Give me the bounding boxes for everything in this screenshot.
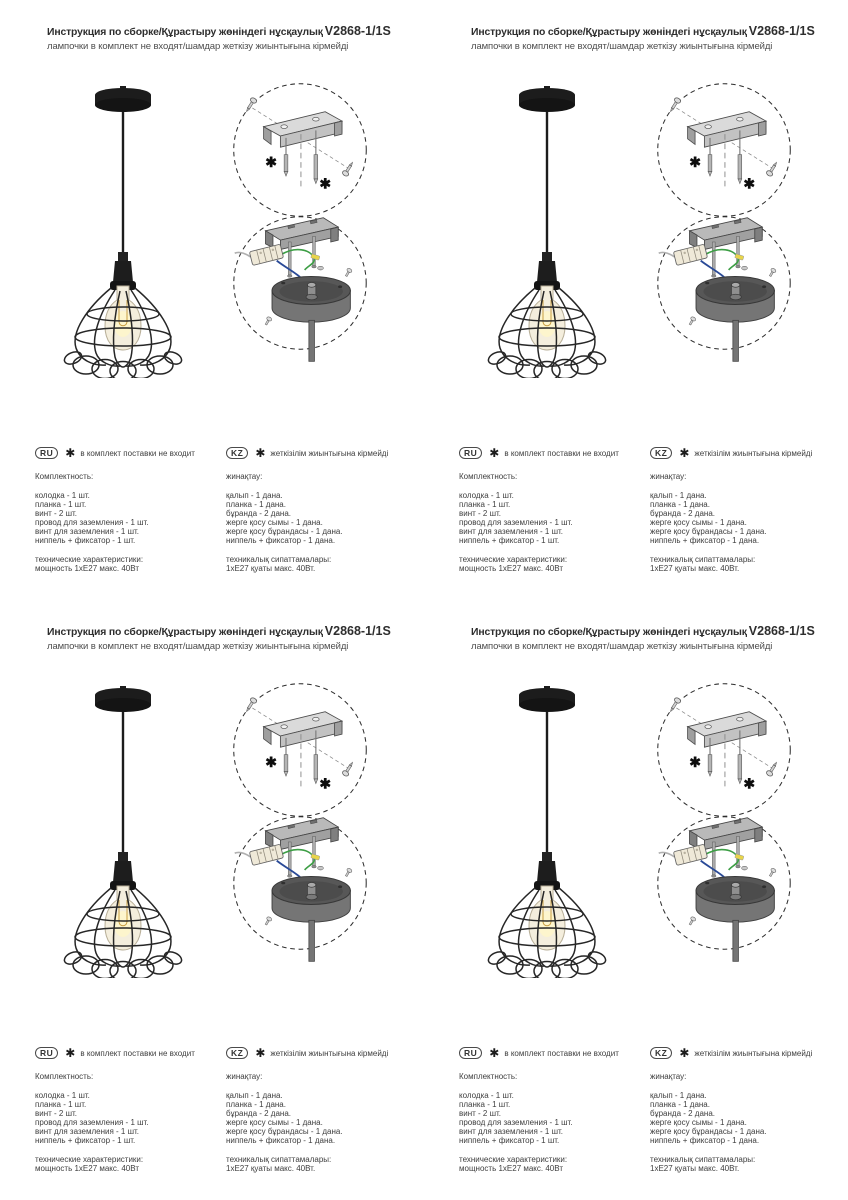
cage-bottom-petals — [487, 350, 607, 378]
list-item: жерге қосу бұрандасы - 1 дана. — [650, 1127, 767, 1136]
small-screw-icon — [768, 868, 777, 878]
asterisk-label: ✱ — [319, 775, 332, 792]
ru-parts-list — [459, 1091, 650, 1145]
detail-diagrams-column — [200, 80, 400, 378]
kz-specs-heading: техникалық сипаттамалары: — [650, 1155, 756, 1164]
list-item: жерге қосу сымы - 1 дана. — [650, 518, 747, 527]
ru-country-badge: RU — [35, 1047, 58, 1059]
kz-specs-value: 1хЕ27 қуаты макс. 40Вт. — [650, 564, 740, 573]
list-item: жерге қосу сымы - 1 дана. — [650, 1118, 747, 1127]
kz-specs-value: 1хЕ27 қуаты макс. 40Вт. — [226, 564, 316, 573]
mounting-bracket — [264, 112, 342, 147]
instruction-panel — [424, 0, 848, 600]
asterisk-label: ✱ — [265, 153, 277, 170]
list-item: винт для заземления - 1 шт. — [459, 1127, 564, 1136]
bracket-mounting-diagram — [230, 80, 370, 220]
wall-screw-icon — [766, 161, 780, 178]
mounting-bracket — [689, 818, 762, 850]
pendant-lamp-figure — [487, 686, 607, 978]
ceiling-cup — [696, 876, 774, 961]
nut-icon — [742, 266, 748, 270]
ceiling-cup — [272, 276, 350, 361]
asterisk-icon: ✱ — [679, 1046, 690, 1060]
list-item: ниппель + фиксатор - 1 дана. — [226, 1136, 336, 1145]
ru-specs-heading: технические характеристики: — [35, 1155, 144, 1164]
kz-contents-heading: жинақтау: — [226, 1072, 263, 1081]
ground-terminal-tag — [311, 254, 320, 261]
list-item: ниппель + фиксатор - 1 шт. — [35, 1136, 136, 1145]
asterisk-label: ✱ — [319, 175, 332, 192]
bracket-mounting-diagram — [654, 680, 794, 820]
list-item: винт - 2 шт. — [459, 509, 501, 518]
wall-screw-icon — [668, 97, 682, 114]
ceiling-cup — [272, 876, 350, 961]
kz-section — [650, 1046, 840, 1173]
ru-section — [459, 446, 650, 573]
ru-section — [35, 1046, 226, 1173]
panel-subtitle: лампочки в комплект не входят/шамдар жеткізу жиынтығына кірмейді — [471, 41, 773, 52]
list-item: винт - 2 шт. — [35, 1109, 77, 1118]
ru-specs-value: мощность 1хЕ27 макс. 40Вт — [35, 1164, 139, 1173]
model-number: V2868-1/1S — [324, 624, 391, 638]
kz-country-badge: KZ — [226, 447, 248, 459]
kz-contents-heading: жинақтау: — [650, 472, 687, 481]
kz-parts-list — [650, 491, 840, 545]
lamp-illustration-area — [30, 80, 200, 378]
list-item: ниппель + фиксатор - 1 шт. — [459, 536, 560, 545]
model-number: V2868-1/1S — [748, 24, 815, 38]
kz-specs-heading: техникалық сипаттамалары: — [226, 555, 332, 564]
detail-circle-outline — [658, 84, 791, 217]
asterisk-label: ✱ — [743, 775, 756, 792]
edison-bulb — [529, 886, 565, 950]
asterisk-icon: ✱ — [489, 446, 500, 460]
list-item: планка - 1 шт. — [459, 500, 511, 509]
lamp-socket — [110, 852, 136, 890]
wall-screw-icon — [668, 697, 682, 714]
wall-screw-icon — [342, 761, 356, 778]
list-item: винт для заземления - 1 шт. — [35, 1127, 140, 1136]
bracket-mounting-diagram — [230, 680, 370, 820]
asterisk-label: ✱ — [265, 753, 277, 770]
panel-subtitle: лампочки в комплект не входят/шамдар жеткізу жиынтығына кірмейді — [47, 641, 349, 652]
list-item: ниппель + фиксатор - 1 дана. — [650, 1136, 760, 1145]
kz-country-badge: KZ — [226, 1047, 248, 1059]
list-item: провод для заземления - 1 шт. — [35, 1118, 149, 1127]
cage-bottom-petals — [63, 950, 183, 978]
asterisk-icon: ✱ — [65, 1046, 76, 1060]
kz-not-included-note: жеткізілім жиынтығына кірмейді — [270, 1048, 389, 1058]
figure-row — [30, 680, 416, 978]
detail-diagrams-column — [624, 80, 824, 378]
kz-parts-list — [226, 1091, 416, 1145]
ru-contents-heading: Комплектность: — [459, 472, 518, 481]
list-item: қалып - 1 дана. — [650, 1091, 707, 1100]
ground-terminal-tag — [311, 854, 320, 861]
kz-parts-list — [650, 1091, 840, 1145]
cup-stem — [733, 920, 739, 961]
kz-badge-row — [650, 1046, 840, 1060]
kz-not-included-note: жеткізілім жиынтығына кірмейді — [270, 448, 389, 458]
ru-parts-list — [35, 491, 226, 545]
ru-not-included-note: в комплект поставки не входит — [80, 1048, 195, 1058]
lamp-illustration-area — [454, 680, 624, 978]
kz-country-badge: KZ — [650, 1047, 672, 1059]
asterisk-label: ✱ — [689, 153, 701, 170]
kz-section — [650, 446, 840, 573]
pendant-lamp-figure — [63, 686, 183, 978]
detail-circle-outline — [234, 84, 367, 217]
ru-badge-row — [35, 446, 226, 460]
panel-header — [454, 625, 840, 653]
list-item: қалып - 1 дана. — [650, 491, 707, 500]
kz-section — [226, 446, 416, 573]
detail-diagrams-column — [624, 680, 824, 978]
ru-specs-value: мощность 1хЕ27 макс. 40Вт — [459, 564, 563, 573]
ru-section — [35, 446, 226, 573]
ru-contents-heading: Комплектность: — [459, 1072, 518, 1081]
ru-contents-heading: Комплектность: — [35, 1072, 94, 1081]
kz-badge-row — [650, 446, 840, 460]
ru-parts-list — [459, 491, 650, 545]
ceiling-canopy — [519, 86, 575, 112]
panel-header — [30, 625, 416, 653]
title-text: Инструкция по сборке/Құрастыру жөніндегі нұсқаулық — [47, 27, 323, 38]
list-item: жерге қосу сымы - 1 дана. — [226, 1118, 323, 1127]
kz-not-included-note: жеткізілім жиынтығына кірмейді — [694, 1048, 813, 1058]
kz-contents-heading: жинақтау: — [226, 472, 263, 481]
ru-badge-row — [459, 446, 650, 460]
pendant-lamp-figure — [63, 86, 183, 378]
small-screw-icon — [768, 268, 777, 278]
detail-circle-outline — [658, 684, 791, 817]
mounting-bracket — [688, 712, 766, 747]
ground-terminal-tag — [735, 254, 744, 261]
ru-country-badge: RU — [459, 1047, 482, 1059]
list-item: винт для заземления - 1 шт. — [459, 527, 564, 536]
mounting-bracket — [265, 818, 338, 850]
mains-wire — [659, 852, 675, 856]
nut-icon — [742, 866, 748, 870]
mains-wire — [659, 252, 675, 256]
figure-row — [454, 680, 840, 978]
bracket-mounting-diagram — [654, 80, 794, 220]
cup-stem — [309, 920, 315, 961]
list-item: винт - 2 шт. — [459, 1109, 501, 1118]
ru-badge-row — [35, 1046, 226, 1060]
mounting-bracket — [688, 112, 766, 147]
title-text: Инструкция по сборке/Құрастыру жөніндегі нұсқаулық — [471, 627, 747, 638]
page-title — [471, 25, 840, 39]
cage-bottom-petals — [487, 950, 607, 978]
list-item: колодка - 1 шт. — [35, 1091, 90, 1100]
ru-specs-value: мощность 1хЕ27 макс. 40Вт — [35, 564, 139, 573]
list-item: ниппель + фиксатор - 1 дана. — [650, 536, 760, 545]
cage-bottom-petals — [63, 350, 183, 378]
list-item: ниппель + фиксатор - 1 шт. — [35, 536, 136, 545]
small-screw-icon — [264, 916, 273, 926]
ru-specs-heading: технические характеристики: — [35, 555, 144, 564]
canopy-wiring-diagram — [230, 214, 370, 366]
ru-contents-heading: Комплектность: — [35, 472, 94, 481]
page-title — [47, 25, 416, 39]
list-item: жерге қосу бұрандасы - 1 дана. — [226, 527, 343, 536]
kz-not-included-note: жеткізілім жиынтығына кірмейді — [694, 448, 813, 458]
kz-specs-heading: техникалық сипаттамалары: — [226, 1155, 332, 1164]
kz-country-badge: KZ — [650, 447, 672, 459]
parts-info-row — [454, 1046, 840, 1173]
ceiling-canopy — [95, 686, 151, 712]
mains-wire — [235, 852, 251, 856]
mounting-bracket — [265, 218, 338, 250]
asterisk-label: ✱ — [743, 175, 756, 192]
canopy-wiring-diagram — [230, 814, 370, 966]
lamp-socket — [110, 252, 136, 290]
nut-icon — [318, 866, 324, 870]
list-item: планка - 1 дана. — [226, 500, 286, 509]
list-item: жерге қосу бұрандасы - 1 дана. — [650, 527, 767, 536]
page-title — [47, 625, 416, 639]
small-screw-icon — [344, 868, 353, 878]
asterisk-label: ✱ — [689, 753, 701, 770]
panel-header — [30, 25, 416, 53]
instruction-panel — [0, 600, 424, 1200]
wall-screw-icon — [244, 97, 258, 114]
list-item: колодка - 1 шт. — [459, 1091, 514, 1100]
lamp-illustration-area — [454, 80, 624, 378]
kz-section — [226, 1046, 416, 1173]
list-item: планка - 1 шт. — [459, 1100, 511, 1109]
canopy-wiring-diagram — [654, 214, 794, 366]
list-item: провод для заземления - 1 шт. — [459, 518, 573, 527]
instruction-panel — [0, 0, 424, 600]
ceiling-cup — [696, 276, 774, 361]
list-item: провод для заземления - 1 шт. — [459, 1118, 573, 1127]
list-item: бұранда - 2 дана. — [650, 1109, 716, 1118]
list-item: планка - 1 дана. — [650, 500, 710, 509]
cup-stem — [309, 320, 315, 361]
list-item: планка - 1 шт. — [35, 500, 87, 509]
list-item: планка - 1 дана. — [226, 1100, 286, 1109]
small-screw-icon — [344, 268, 353, 278]
list-item: колодка - 1 шт. — [459, 491, 514, 500]
asterisk-icon: ✱ — [679, 446, 690, 460]
figure-row — [454, 80, 840, 378]
kz-badge-row — [226, 1046, 416, 1060]
list-item: бұранда - 2 дана. — [226, 1109, 292, 1118]
kz-specs-heading: техникалық сипаттамалары: — [650, 555, 756, 564]
kz-contents-heading: жинақтау: — [650, 1072, 687, 1081]
detail-diagrams-column — [200, 680, 400, 978]
asterisk-icon: ✱ — [255, 1046, 266, 1060]
ru-country-badge: RU — [35, 447, 58, 459]
nut-icon — [318, 266, 324, 270]
list-item: планка - 1 шт. — [35, 1100, 87, 1109]
ru-specs-heading: технические характеристики: — [459, 555, 568, 564]
parts-info-row — [30, 1046, 416, 1173]
list-item: планка - 1 дана. — [650, 1100, 710, 1109]
cup-stem — [733, 320, 739, 361]
list-item: бұранда - 2 дана. — [650, 509, 716, 518]
list-item: винт для заземления - 1 шт. — [35, 527, 140, 536]
ceiling-canopy — [519, 686, 575, 712]
title-text: Инструкция по сборке/Құрастыру жөніндегі нұсқаулық — [471, 27, 747, 38]
lamp-socket — [534, 252, 560, 290]
edison-bulb — [105, 886, 141, 950]
ru-not-included-note: в комплект поставки не входит — [504, 1048, 619, 1058]
model-number: V2868-1/1S — [748, 624, 815, 638]
model-number: V2868-1/1S — [324, 24, 391, 38]
canopy-wiring-diagram — [654, 814, 794, 966]
edison-bulb — [105, 286, 141, 350]
list-item: бұранда - 2 дана. — [226, 509, 292, 518]
list-item: ниппель + фиксатор - 1 шт. — [459, 1136, 560, 1145]
ru-specs-heading: технические характеристики: — [459, 1155, 568, 1164]
mounting-bracket — [689, 218, 762, 250]
ru-badge-row — [459, 1046, 650, 1060]
kz-specs-value: 1хЕ27 қуаты макс. 40Вт. — [226, 1164, 316, 1173]
small-screw-icon — [688, 916, 697, 926]
panel-subtitle: лампочки в комплект не входят/шамдар жеткізу жиынтығына кірмейді — [47, 41, 349, 52]
ceiling-canopy — [95, 86, 151, 112]
page-title — [471, 625, 840, 639]
panel-subtitle: лампочки в комплект не входят/шамдар жеткізу жиынтығына кірмейді — [471, 641, 773, 652]
wall-screw-icon — [766, 761, 780, 778]
ru-section — [459, 1046, 650, 1173]
small-screw-icon — [688, 316, 697, 326]
wall-screw-icon — [244, 697, 258, 714]
mains-wire — [235, 252, 251, 256]
parts-info-row — [454, 446, 840, 573]
kz-badge-row — [226, 446, 416, 460]
pendant-lamp-figure — [487, 86, 607, 378]
asterisk-icon: ✱ — [489, 1046, 500, 1060]
figure-row — [30, 80, 416, 378]
wall-screw-icon — [342, 161, 356, 178]
list-item: ниппель + фиксатор - 1 дана. — [226, 536, 336, 545]
ground-terminal-tag — [735, 854, 744, 861]
ru-specs-value: мощность 1хЕ27 макс. 40Вт — [459, 1164, 563, 1173]
asterisk-icon: ✱ — [255, 446, 266, 460]
parts-info-row — [30, 446, 416, 573]
ru-not-included-note: в комплект поставки не входит — [504, 448, 619, 458]
mounting-bracket — [264, 712, 342, 747]
list-item: қалып - 1 дана. — [226, 491, 283, 500]
title-text: Инструкция по сборке/Құрастыру жөніндегі нұсқаулық — [47, 627, 323, 638]
instruction-panel — [424, 600, 848, 1200]
list-item: колодка - 1 шт. — [35, 491, 90, 500]
list-item: провод для заземления - 1 шт. — [35, 518, 149, 527]
ru-country-badge: RU — [459, 447, 482, 459]
lamp-illustration-area — [30, 680, 200, 978]
list-item: қалып - 1 дана. — [226, 1091, 283, 1100]
ru-not-included-note: в комплект поставки не входит — [80, 448, 195, 458]
lamp-socket — [534, 852, 560, 890]
list-item: жерге қосу сымы - 1 дана. — [226, 518, 323, 527]
kz-parts-list — [226, 491, 416, 545]
detail-circle-outline — [234, 684, 367, 817]
kz-specs-value: 1хЕ27 қуаты макс. 40Вт. — [650, 1164, 740, 1173]
edison-bulb — [529, 286, 565, 350]
small-screw-icon — [264, 316, 273, 326]
panel-header — [454, 25, 840, 53]
list-item: жерге қосу бұрандасы - 1 дана. — [226, 1127, 343, 1136]
list-item: винт - 2 шт. — [35, 509, 77, 518]
ru-parts-list — [35, 1091, 226, 1145]
asterisk-icon: ✱ — [65, 446, 76, 460]
